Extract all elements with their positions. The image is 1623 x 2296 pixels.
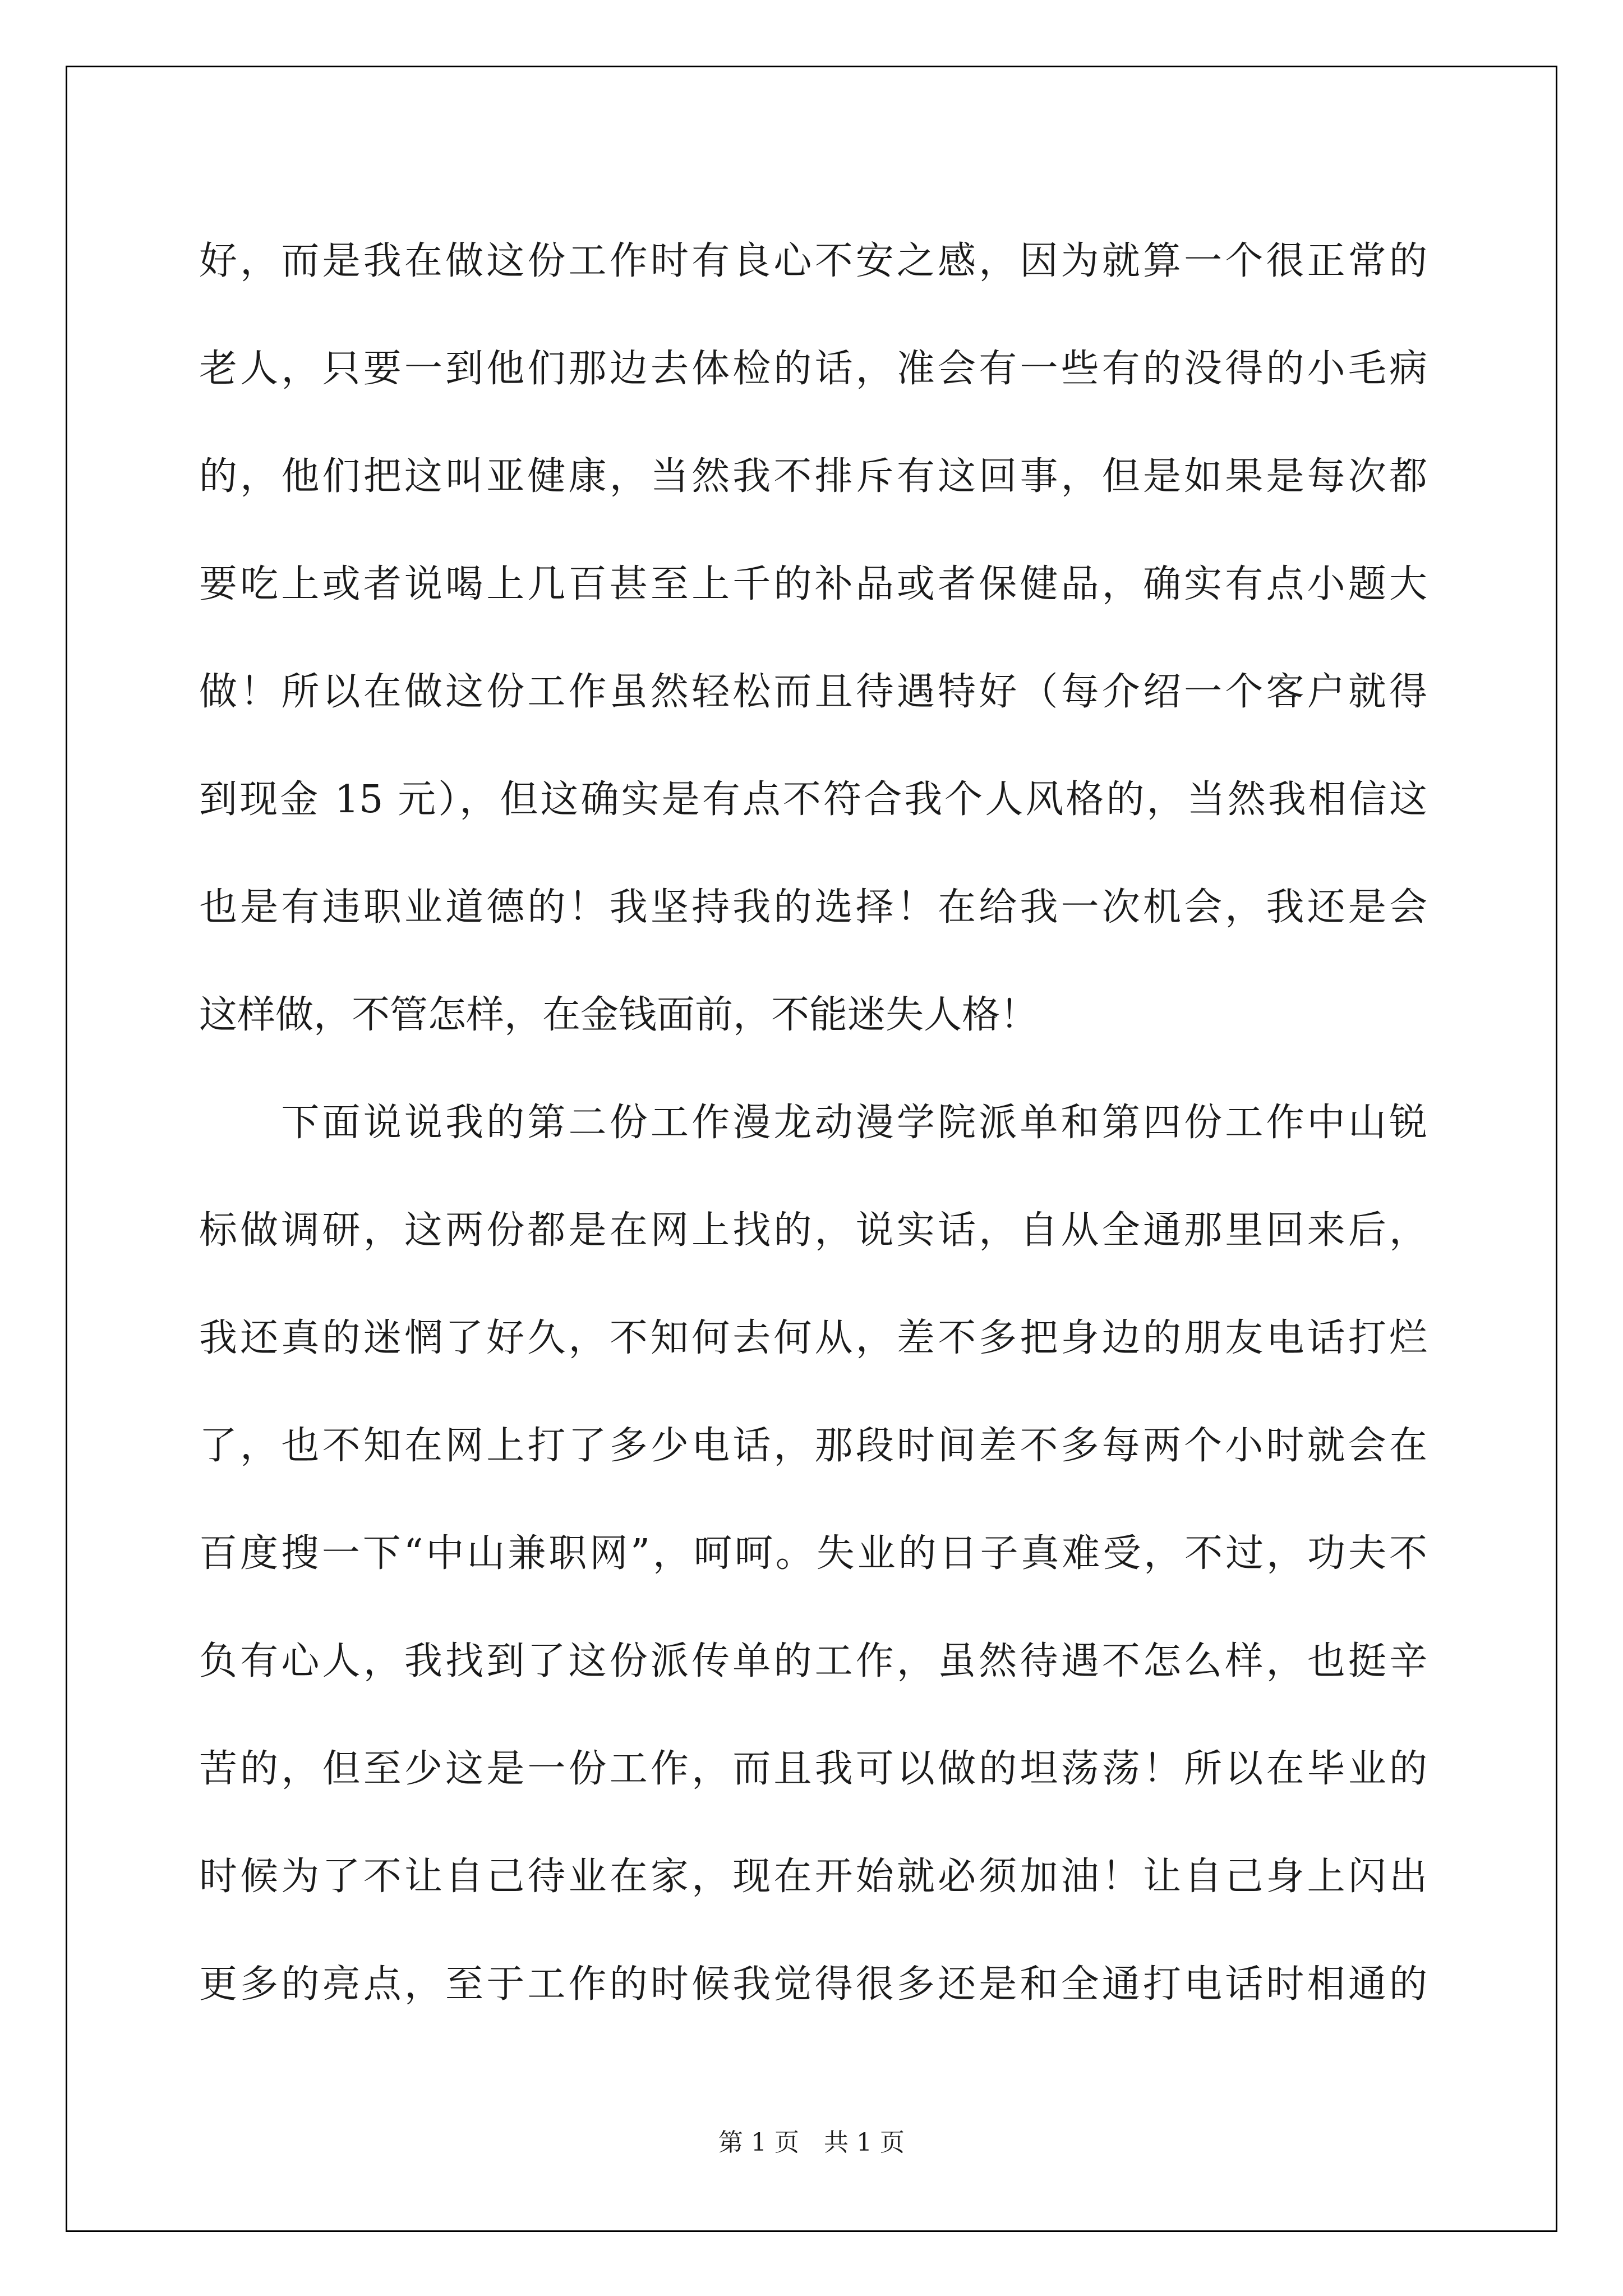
paragraph: [199, 208, 1427, 1069]
text-line: 了，也不知在网上打了多少电话，那段时间差不多每两个小时就会在: [199, 1424, 1427, 1468]
document-body: [199, 208, 1427, 2039]
text-line: 时候为了不让自己待业在家，现在开始就必须加油！让自己身上闪出: [199, 1855, 1427, 1899]
text-line: 老人，只要一到他们那边去体检的话，准会有一些有的没得的小毛病: [199, 347, 1427, 391]
text-line: 也是有违职业道德的！我坚持我的选择！在给我一次机会，我还是会: [199, 885, 1427, 930]
text-line: 苦的，但至少这是一份工作，而且我可以做的坦荡荡！所以在毕业的: [199, 1747, 1427, 1791]
text-line: 下面说说我的第二份工作漫龙动漫学院派单和第四份工作中山锐: [199, 1101, 1427, 1145]
page-number-footer: 第 1 页 共 1 页: [718, 2128, 905, 2157]
text-line: 更多的亮点，至于工作的时候我觉得很多还是和全通打电话时相通的: [199, 1962, 1427, 2007]
text-line: 百度搜一下“中山兼职网”，呵呵。失业的日子真难受，不过，功夫不: [199, 1531, 1427, 1576]
text-line: 做！所以在做这份工作虽然轻松而且待遇特好（每介绍一个客户就得: [199, 670, 1427, 714]
text-line: 好，而是我在做这份工作时有良心不安之感，因为就算一个很正常的: [199, 239, 1427, 283]
text-line: 标做调研，这两份都是在网上找的，说实话，自从全通那里回来后，: [199, 1208, 1427, 1253]
text-line: 负有心人，我找到了这份派传单的工作，虽然待遇不怎么样，也挺辛: [199, 1639, 1427, 1683]
text-line: 的，他们把这叫亚健康，当然我不排斥有这回事，但是如果是每次都: [199, 454, 1427, 499]
paragraph: [199, 1069, 1427, 2039]
text-line: 这样做，不管怎样，在金钱面前，不能迷失人格！: [199, 993, 1039, 1037]
text-line: 要吃上或者说喝上几百甚至上千的补品或者保健品，确实有点小题大: [199, 562, 1427, 606]
text-line: 我还真的迷惘了好久，不知何去何从，差不多把身边的朋友电话打烂: [199, 1316, 1427, 1360]
text-line: 到现金 15 元），但这确实是有点不符合我个人风格的，当然我相信这: [199, 777, 1427, 822]
